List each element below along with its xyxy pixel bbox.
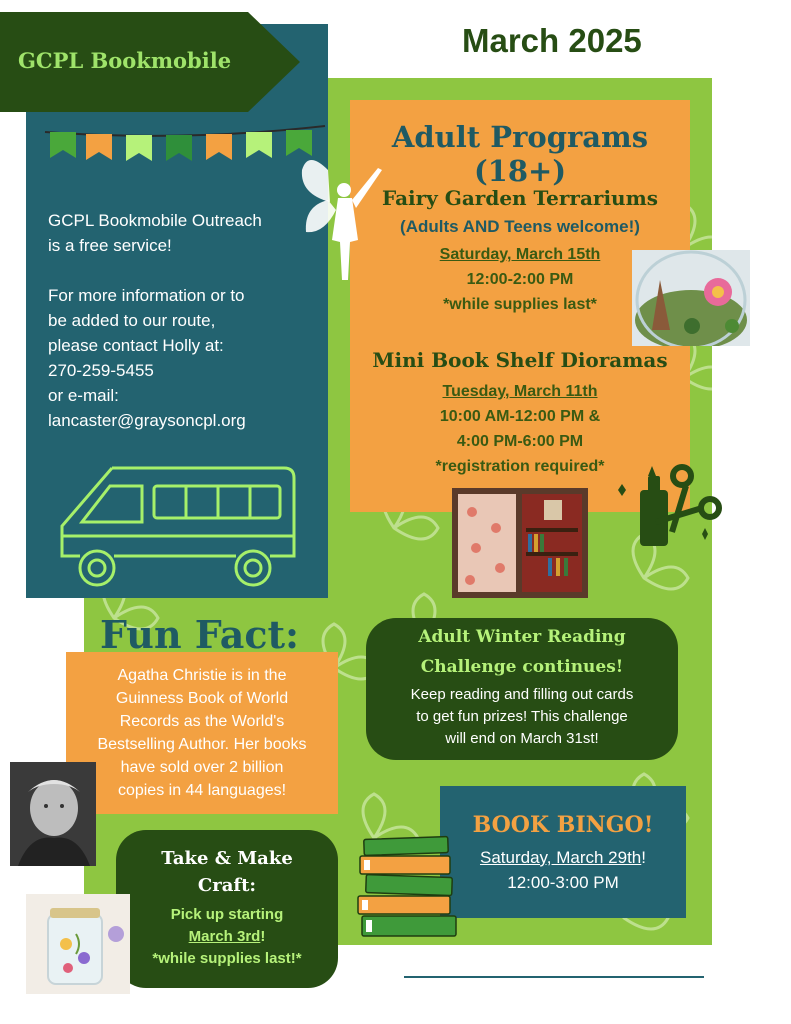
terrarium-photo: [632, 250, 750, 346]
event2-title: Mini Book Shelf Dioramas: [372, 348, 668, 372]
take-line-1: Pick up starting: [170, 906, 284, 923]
bingo-time: 12:00-3:00 PM: [507, 873, 619, 892]
event1-date: Saturday, March 15th: [439, 246, 601, 263]
contact-phone: 270-259-5455: [48, 361, 154, 380]
take-title-2: Craft:: [197, 875, 257, 896]
winter-body-3: will end on March 31st!: [445, 730, 599, 747]
outreach-line-5: please contact Holly at:: [48, 336, 224, 355]
take-line-3: *while supplies last!*: [152, 950, 302, 967]
diorama-photo: [452, 488, 588, 598]
contact-email[interactable]: lancaster@graysoncpl.org: [48, 411, 246, 430]
outreach-line-3: For more information or to: [48, 286, 245, 305]
flower-jar-photo: [26, 894, 130, 994]
outreach-line-2: is a free service!: [48, 236, 172, 255]
take-date-bang: !: [260, 928, 266, 945]
take-date: March 3rd: [188, 928, 261, 945]
agatha-christie-photo: [10, 762, 96, 866]
outreach-line-6: or e-mail:: [48, 386, 119, 405]
bingo-date: Saturday, March 29th: [479, 848, 642, 867]
divider-line: [404, 976, 704, 978]
bingo-date-bang: !: [641, 848, 646, 867]
take-line-2: [116, 928, 338, 945]
bingo-date-line: [440, 848, 686, 868]
winter-title-2: Challenge continues!: [420, 657, 624, 677]
winter-body-1: Keep reading and filling out cards: [410, 686, 634, 703]
fairy-icon: [298, 150, 388, 290]
winter-body-2: to get fun prizes! This challenge: [416, 708, 628, 725]
bingo-title: BOOK BINGO!: [472, 812, 654, 838]
take-title-1: Take & Make: [161, 848, 293, 869]
bookmobile-van-icon: [52, 462, 302, 592]
outreach-line-4: be added to our route,: [48, 311, 216, 330]
winter-title-1: Adult Winter Reading: [418, 627, 626, 647]
fun-fact-heading: Fun Fact:: [100, 612, 300, 657]
event2-time-1: 10:00 AM-12:00 PM &: [439, 408, 601, 425]
banner-title: GCPL Bookmobile: [18, 48, 232, 73]
fun-fact-line-5: have sold over 2 billion: [120, 759, 284, 776]
fun-fact-line-1: Agatha Christie is in the: [117, 667, 287, 684]
fun-fact-line-2: Guinness Book of World: [115, 690, 289, 707]
event1-time: 12:00-2:00 PM: [466, 271, 574, 288]
event2-time-2: 4:00 PM-6:00 PM: [456, 433, 584, 450]
programs-heading: Adult Programs (18+): [391, 120, 649, 188]
fun-fact-line-3: Records as the World's: [119, 713, 285, 730]
event2-date: Tuesday, March 11th: [442, 383, 598, 400]
fun-fact-line-6: copies in 44 languages!: [117, 782, 287, 799]
event2-note-registration: *registration required*: [435, 458, 605, 475]
fun-fact-line-4: Bestselling Author. Her books: [97, 736, 307, 753]
event1-title: Fairy Garden Terrariums: [381, 186, 658, 210]
event1-note: (Adults AND Teens welcome!): [400, 217, 640, 236]
outreach-line-1: GCPL Bookmobile Outreach: [48, 211, 262, 230]
event1-note-supplies: *while supplies last*: [443, 296, 597, 313]
fun-fact-text: [66, 664, 338, 802]
bunting-decoration: [40, 120, 330, 180]
book-stack-icon: [356, 834, 460, 944]
page-title: March 2025: [462, 22, 642, 59]
craft-supplies-icon: [612, 462, 724, 550]
